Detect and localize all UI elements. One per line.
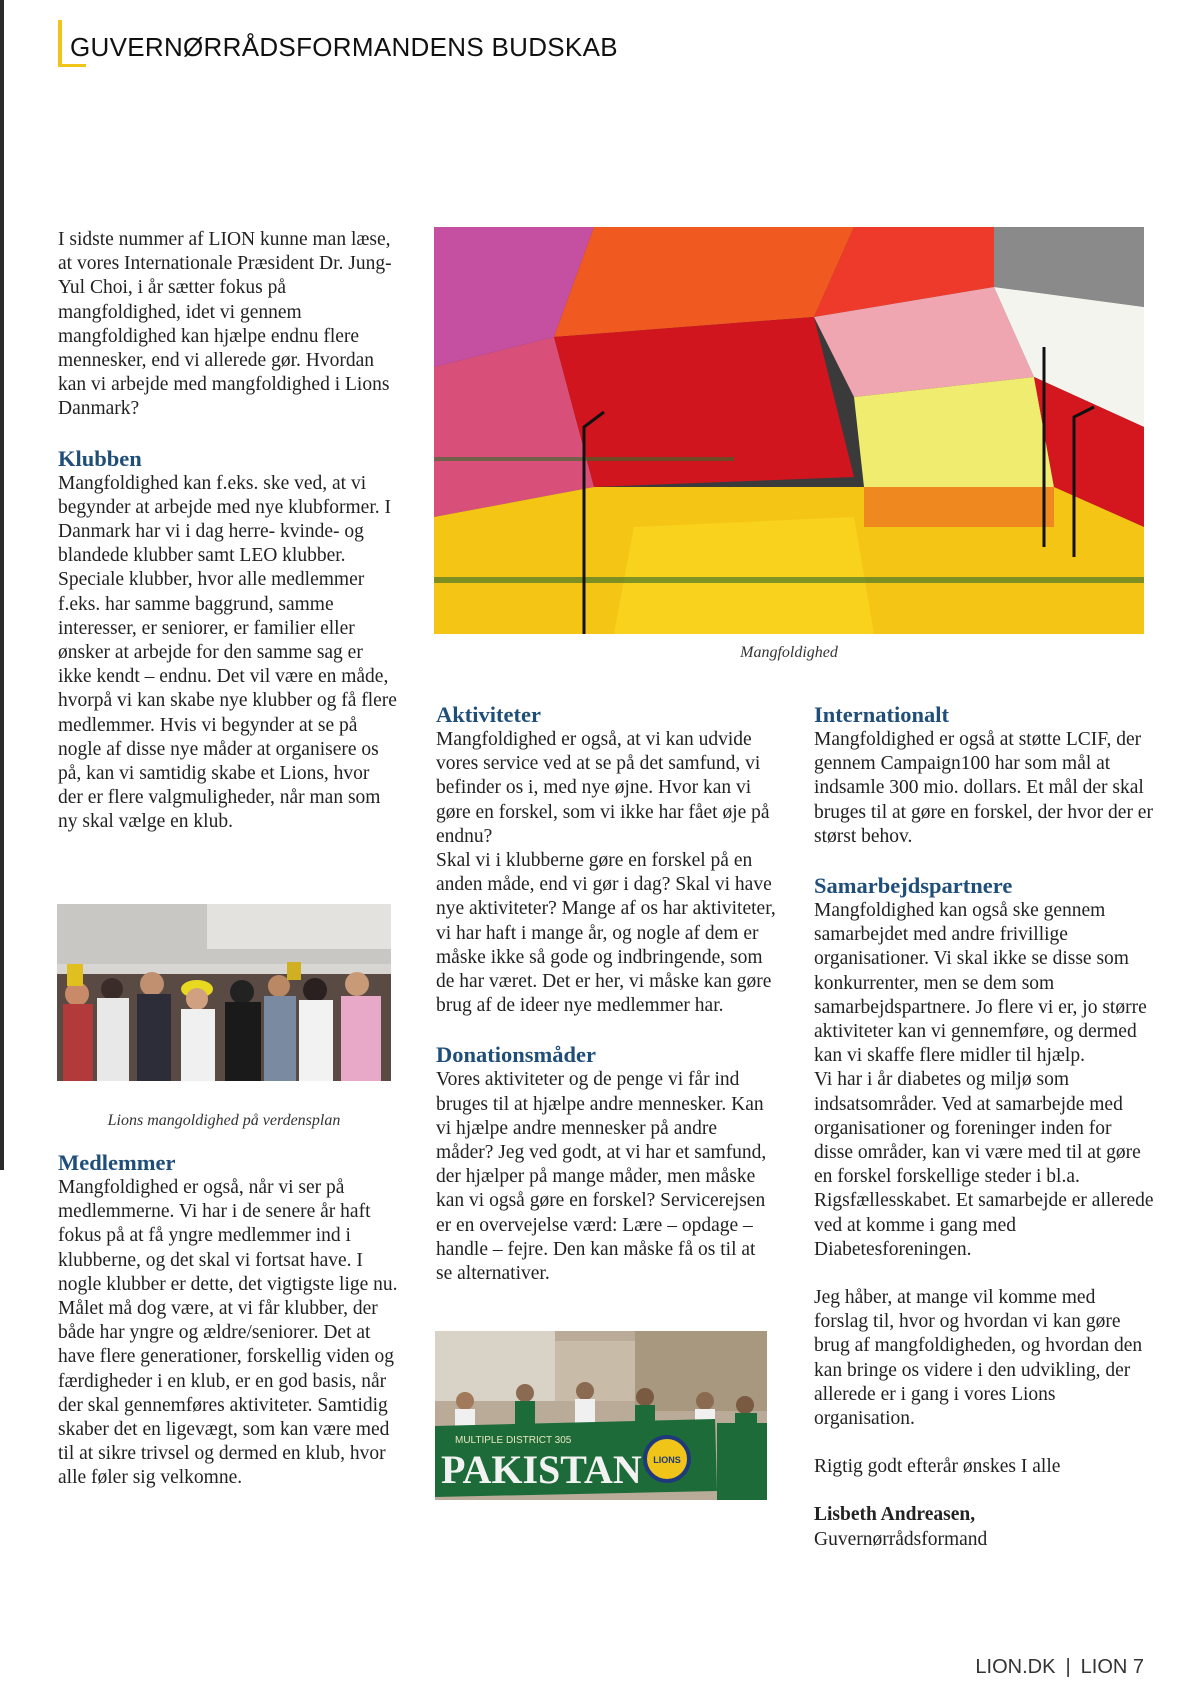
aktiviteter-paragraph-2: Skal vi i klubberne gøre en forskel på en anden måde, end vi gør i dag? Skal vi have nye aktiviteter? Mange af os har aktiviteter, vi har haft i mange år, og nogle af dem er måske ikke så gode og indbringende, som de har været. Det er her, vi måske kan gøre brug af de ideer nye medlemmer har.: [436, 850, 776, 1017]
page-footer: [975, 1656, 1144, 1679]
footer-page-number: LION 7: [1080, 1656, 1144, 1678]
crowd-photo: [57, 904, 391, 1081]
column-middle: [436, 702, 776, 1286]
section-heading-samarbejdspartnere: Samarbejdspartnere: [814, 873, 1013, 899]
klubben-paragraph: Mangfoldighed kan f.eks. ske ved, at vi begynder at arbejde med nye klubformer. I Danmark har vi i dag herre- kvinde- og blandede klubber samt LEO klubber. Speciale klubber, hvor alle medlemmer f.eks. har samme baggrund, samme interesser, er seniorer, er familier eller ønsker at arbejde for den samme sag er ikke kendt – endnu. Det vil være en måde, hvorpå vi kan skabe nye klubber og få flere medlemmer. Hvis vi begynder at se på nogle af disse nye måder at organisere os på, kan vi samtidig skabe et Lions, hvor der er flere valgmuligheder, når man som ny skal vælge en klub.: [58, 472, 397, 833]
footer-separator: |: [1065, 1656, 1071, 1678]
column-left: [58, 228, 398, 835]
header-accent-underline: [58, 64, 86, 67]
footer-site: LION.DK: [975, 1656, 1056, 1678]
crowd-photo-caption: Lions mangoldighed på verdensplan: [107, 1112, 341, 1129]
aktiviteter-paragraph-1: Mangfoldighed er også, at vi kan udvide vores service ved at se på det samfund, vi befinder os i, med nye øjne. Hvor kan vi gøre en forskel, som vi ikke har fået øje på endnu?: [436, 729, 770, 847]
banner-top-text: MULTIPLE DISTRICT 305: [455, 1435, 572, 1446]
signature-name: Lisbeth Andreasen,: [814, 1504, 976, 1526]
signature-title: Guvernørrådsformand: [814, 1528, 988, 1550]
header-accent-bar: [58, 20, 62, 66]
parade-photo: [435, 1331, 767, 1500]
section-heading-internationalt: Internationalt: [814, 702, 949, 727]
samarbejdspartnere-paragraph-2: Vi har i år diabetes og miljø som indsatsområder. Ved at samarbejde med organisationer og foreninger inden for disse områder, kan vi være med til at gøre en forskel forskellige steder i bl.a. Rigsfællesskabet. Et samarbejde er allerede ved at komme i gang med Diabetesforeningen.: [814, 1069, 1154, 1260]
section-heading-aktiviteter: Aktiviteter: [436, 702, 541, 727]
donationsmader-paragraph: Vores aktiviteter og de penge vi får ind bruges til at hjælpe andre mennesker. Kan vi hjælpe andre mennesker på andre måder? Jeg ved godt, at vi har et samfund, der hjælper på mange måder, men måske kan vi også gøre en forskel? Servicerejsen er en overvejelse værd: Lære – opdage – handle – fejre. Den kan måske få os til at se alternativer.: [436, 1069, 767, 1285]
medlemmer-paragraph-2: Målet må dog være, at vi får klubber, der både har yngre og ældre/seniorer. Det at have flere generationer, forskellig viden og færdigheder i en klub, er en god basis, når der skal gennemføres aktiviteter. Samtidig skaber det en ligevægt, som kan være med til at sikre trivsel og dermed en klub, hvor alle føler sig velkomne.: [58, 1298, 394, 1489]
banner-main-text: PAKISTAN: [441, 1447, 642, 1492]
medlemmer-paragraph-1: Mangfoldighed er også, når vi ser på medlemmerne. Vi har i de senere år haft fokus på at få yngre medlemmer ind i klubberne, og det skal vi fortsat have. I nogle klubber er dette, det vigtigste lige nu.: [58, 1177, 398, 1295]
samarbejdspartnere-paragraph-1: Mangfoldighed kan også ske gennem samarbejdet med andre frivillige organisationer. Vi skal ikke se disse som konkurrenter, men se dem som samarbejdspartnere. Jo flere vi er, jo større aktiviteter kan vi gennemføre, og dermed kan vi skaffe flere midler til hjælp.: [814, 900, 1147, 1067]
page-title: GUVERNØRRÅDSFORMANDENS BUDSKAB: [70, 32, 618, 62]
internationalt-paragraph: Mangfoldighed er også at støtte LCIF, der gennem Campaign100 har som mål at indsamle 300 mio. dollars. Et mål der skal bruges til at gøre en forskel, der hvor der er størst behov.: [814, 729, 1153, 847]
greeting: Rigtig godt efterår ønskes I alle: [814, 1456, 1061, 1478]
section-heading-donationsmader: Donationsmåder: [436, 1042, 597, 1068]
section-heading-klubben: Klubben: [58, 445, 142, 471]
section-heading-medlemmer: Medlemmer: [58, 1150, 176, 1175]
column-left-lower: [58, 1150, 398, 1491]
tulips-photo-caption: Mangfoldighed: [740, 644, 838, 661]
tulips-photo: [434, 227, 1144, 634]
banner-logo-text: LIONS: [653, 1455, 681, 1465]
intro-paragraph: I sidste nummer af LION kunne man læse, at vores Internationale Præsident Dr. Jung-Yul Choi, i år sætter fokus på mangfoldighed, idet vi gennem mangfoldighed kan hjælpe endnu flere mennesker, end vi allerede gør. Hvordan kan vi arbejde med mangfoldighed i Lions Danmark?: [58, 229, 392, 420]
column-right: [814, 702, 1154, 1552]
closing-paragraph: Jeg håber, at mange vil komme med forslag til, hvor og hvordan vi kan gøre brug af mangfoldigheden, og hvordan den kan bringe os videre i den udvikling, der allerede er i gang i vores Lions organisation.: [814, 1287, 1143, 1430]
page-edge-shadow: [0, 0, 4, 1170]
